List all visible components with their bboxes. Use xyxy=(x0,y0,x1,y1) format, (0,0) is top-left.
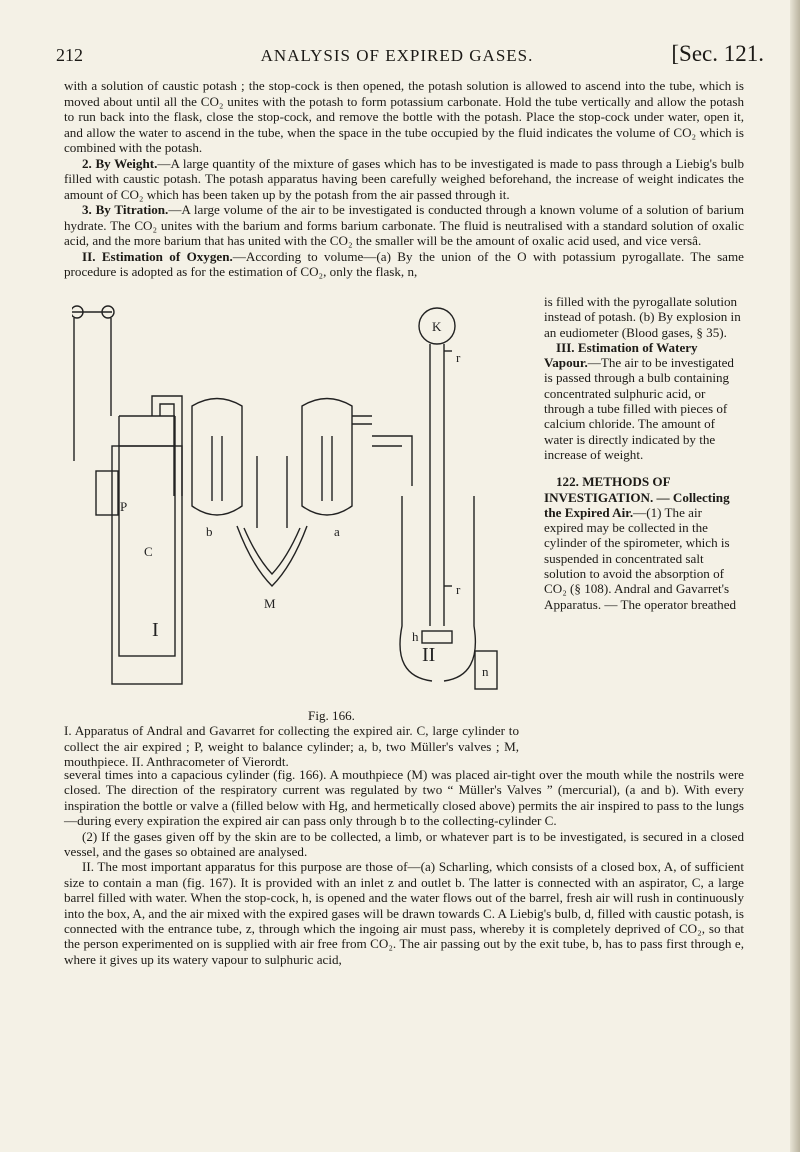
paragraph: (2) If the gases given off by the skin are to be collected, a limb, or whatever part is to be investigated, is secured in a closed vessel, and the gases so obtained are analysed. xyxy=(64,828,744,860)
paragraph-heading: III. Estimation of Watery Vapour. xyxy=(544,339,698,371)
main-text-top xyxy=(64,78,744,280)
paragraph: several times into a capacious cylinder (fig. 166). A mouthpiece (M) was placed air-tight over the mouth while the nostrils were closed. The direction of the respiratory current was regulated by two “ Müller's Valves ” (mercurial), (a and b). With every inspiration the bottle or valve a (filled below with Hg, and hermetically closed above) permits the air inspired to pass to the lungs—during every expiration the expired air can pass only through b to the collecting-cylinder C. xyxy=(64,767,744,829)
figure-166-illustration xyxy=(72,296,512,696)
paragraph xyxy=(64,156,744,203)
paragraph-text: —The air to be investigated is passed through a bulb containing concentrated sulphuric acid, or through a tube filled with pieces of calcium chloride. The amount of water is directly indicated by the increase of weight. xyxy=(544,355,734,462)
label-r-top: r xyxy=(456,350,461,365)
label-h: h xyxy=(412,629,419,644)
label-M: M xyxy=(264,596,276,611)
label-n: n xyxy=(482,664,489,679)
side-column-text xyxy=(544,294,744,612)
page-number: 212 xyxy=(56,45,83,65)
apparatus-drawing xyxy=(72,296,512,696)
paragraph-text: —A large quantity of the mixture of gases which has to be investigated is made to pass through a Liebig's bulb filled with caustic potash. The potash apparatus having been carefully weighed beforehand, the increase of weight indicates the amount of CO₂ which has been taken up by the potash from the air passed through it. xyxy=(64,155,744,202)
paragraph xyxy=(544,474,744,612)
main-text-bottom xyxy=(64,767,744,967)
paragraph-heading: 2. By Weight. xyxy=(82,155,158,171)
paragraph-text: is filled with the pyrogallate solution instead of potash. (b) By explosion in an eudiometer (Blood gases, § 35). xyxy=(544,294,741,340)
paragraph-text: —According to volume—(a) By the union of the O with potassium pyrogallate. The same procedure is adopted as for the estimation of CO₂, only the flask, n, xyxy=(64,248,744,279)
paragraph: with a solution of caustic potash ; the stop-cock is then opened, the potash solution is allowed to ascend into the tube, which is moved about until all the CO₂ unites with the potash to form potassium carbonate. Hold the tube vertically and allow the potash to run back into the flask, close the stop-cock, and remove the bottle with the potash. Place the stop-cock under water, open it, and allow the water to ascend in the tube, when the space in the tube occupied by the fluid indicates the volume of CO₂ which is combined with the potash. xyxy=(64,78,744,155)
label-part-II: II xyxy=(422,644,436,666)
paragraph xyxy=(544,340,744,462)
paragraph: II. The most important apparatus for this purpose are those of—(a) Scharling, which consists of a closed box, A, of sufficient size to contain a man (fig. 167). It is provided with an inlet z and outlet b. The latter is connected with an aspirator, C, a large barrel filled with water. When the stop-cock, h, is opened and the water flows out of the barrel, fresh air will rush in continuously into the box, A, and the air mixed with the expired gases will be drawn towards C. A Liebig's bulb, d, filled with caustic potash, is connected with the entrance tube, z, through which the ingoing air must pass, whereby it is completely deprived of CO₂, so that the person experimented on is supplied with air free from CO₂. The air passing out by the exit tube, b, has to pass first through e, where it gives up its watery vapour to sulphuric acid, xyxy=(64,859,744,967)
paragraph-text: —A large volume of the air to be investigated is conducted through a known volume of a solution of barium hydrate. The CO₂ unites with the barium and forms barium carbonate. The fluid is neutralised with a standard solution of oxalic acid, and the more barium that has united with the CO₂ the smaller will be the amount of oxalic acid used, and vice versâ. xyxy=(64,202,745,248)
figure-caption xyxy=(64,708,519,769)
label-K: K xyxy=(432,319,442,334)
running-header xyxy=(52,41,764,69)
page-edge-shadow xyxy=(790,0,800,1152)
section-heading: 122. METHODS OF INVESTIGATION. — Collecting the Expired Air. xyxy=(544,474,730,520)
section-marker: [Sec. 121. xyxy=(671,41,764,66)
running-title: ANALYSIS OF EXPIRED GASES. xyxy=(260,46,534,65)
paragraph xyxy=(64,249,744,280)
label-part-I: I xyxy=(152,619,159,641)
figure-label: Fig. 166. xyxy=(308,708,355,723)
label-P: P xyxy=(120,499,128,514)
label-C: C xyxy=(144,544,153,559)
paragraph xyxy=(64,202,744,249)
caption-text: I. Apparatus of Andral and Gavarret for collecting the expired air. C, large cylinder to collect the air expired ; P, weight to balance cylinder; a, b, two Müller's valves ; M, mouthpiece. II. Anthracometer of Vierordt. xyxy=(64,723,519,769)
paragraph-text: —(1) The air expired may be collected in the cylinder of the spirometer, which is suspended in concentrated salt solution to avoid the absorption of CO₂ (§ 108). Andral and Gavarret's Apparatus. — The operator breathed xyxy=(544,504,737,612)
paragraph-heading: II. Estimation of Oxygen. xyxy=(82,248,233,264)
paragraph-heading: 3. By Titration. xyxy=(82,202,169,217)
label-r-bottom: r xyxy=(456,582,461,597)
label-b: b xyxy=(206,524,213,539)
label-a: a xyxy=(334,524,340,539)
